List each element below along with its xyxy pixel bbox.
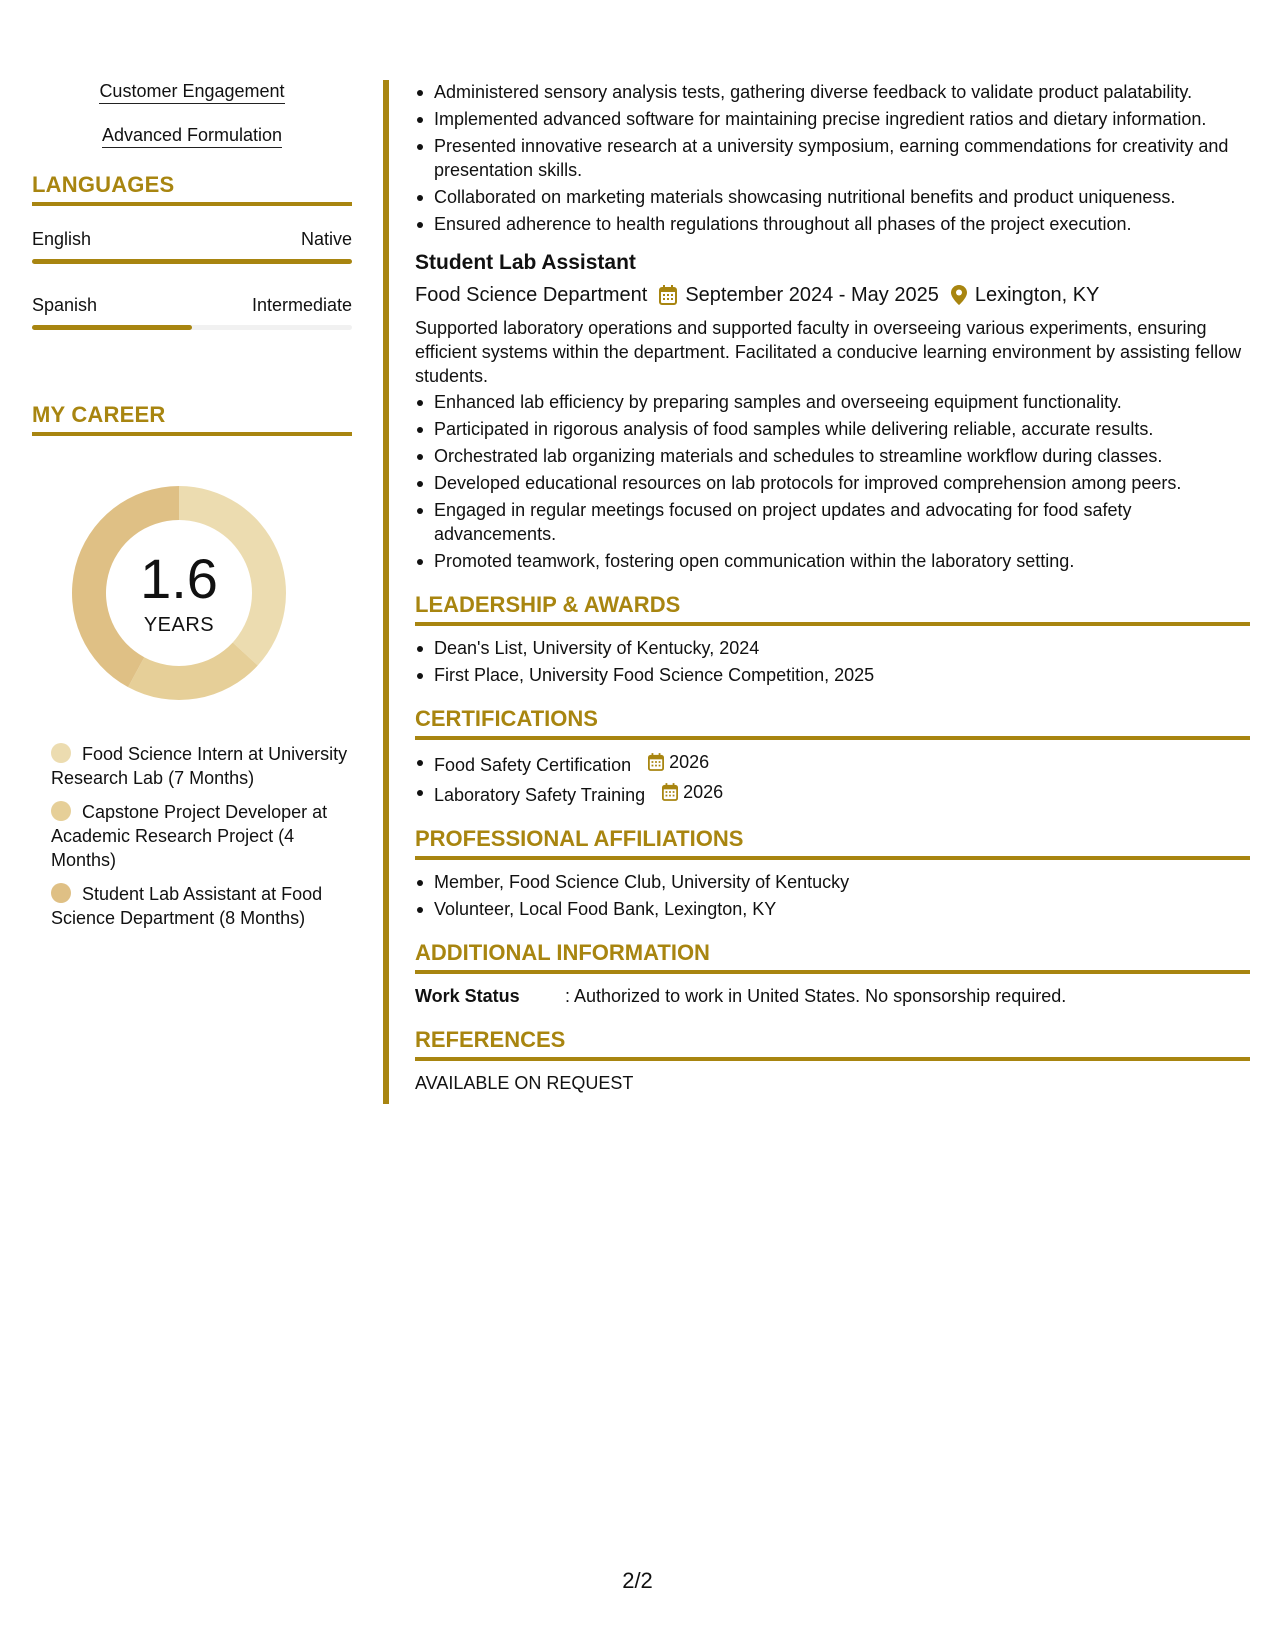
- language-proficiency-bar: [32, 325, 352, 330]
- legend-dot: [51, 743, 71, 763]
- affiliation-item: Member, Food Science Club, University of Kentucky: [415, 870, 1250, 894]
- career-legend-item: Food Science Intern at University Research Lab (7 Months): [51, 744, 348, 788]
- info-row: [415, 984, 1250, 1008]
- career-legend-item: Student Lab Assistant at Food Science Department (8 Months): [51, 884, 323, 928]
- location-pin-icon: [951, 285, 967, 305]
- right-column: [415, 80, 1250, 1095]
- certification-item: Laboratory Safety Training 2026: [415, 780, 1250, 807]
- career-unit: YEARS: [143, 614, 215, 636]
- bullet-item: Collaborated on marketing materials showcasing nutritional benefits and product uniqueness.: [415, 185, 1250, 209]
- award-item: First Place, University Food Science Competition, 2025: [415, 663, 1250, 687]
- career-section: [32, 402, 352, 930]
- affiliations-section: [415, 825, 1250, 921]
- job-entry: [415, 250, 1250, 573]
- calendar-icon: [659, 285, 677, 305]
- language-level: Native: [300, 229, 352, 249]
- references-text: AVAILABLE ON REQUEST: [415, 1073, 634, 1093]
- previous-job-bullets: [415, 80, 1250, 236]
- left-column: [32, 80, 352, 940]
- job-bullets: [415, 390, 1250, 573]
- info-key: Work Status: [415, 986, 520, 1006]
- page-number: 2/2: [622, 1568, 653, 1593]
- career-legend: [32, 742, 352, 930]
- certification-year: 2026: [683, 782, 724, 802]
- bullet-item: Administered sensory analysis tests, gathering diverse feedback to validate product palatability.: [415, 80, 1250, 104]
- references-heading: REFERENCES: [415, 1026, 1250, 1061]
- career-legend-item: Capstone Project Developer at Academic Research Project (4 Months): [51, 802, 328, 870]
- bullet-item: Ensured adherence to health regulations throughout all phases of the project execution.: [415, 212, 1250, 236]
- certification-year: 2026: [669, 752, 710, 772]
- references-section: [415, 1026, 1250, 1095]
- certifications-heading: CERTIFICATIONS: [415, 705, 1250, 740]
- additional-info-heading: ADDITIONAL INFORMATION: [415, 939, 1250, 974]
- language-name: Spanish: [32, 295, 98, 315]
- leadership-section: [415, 591, 1250, 687]
- certifications-section: [415, 705, 1250, 807]
- job-description: Supported laboratory operations and supported faculty in overseeing various experiments, ensuring efficient systems within the department. Facilitated a conducive learning environment by assisting fellow students.: [415, 318, 1242, 386]
- legend-dot: [51, 801, 71, 821]
- certification-item: Food Safety Certification 2026: [415, 750, 1250, 777]
- job-meta: [415, 282, 1250, 308]
- skill-item: Advanced Formulation: [32, 124, 352, 148]
- language-item: [32, 294, 352, 330]
- career-heading: MY CAREER: [32, 402, 352, 436]
- donut-segment: [128, 642, 258, 700]
- bullet-item: Promoted teamwork, fostering open communication within the laboratory setting.: [415, 549, 1250, 573]
- skill-item: Customer Engagement: [32, 80, 352, 104]
- legend-dot: [51, 883, 71, 903]
- bullet-item: Engaged in regular meetings focused on project updates and advocating for food safety advancements.: [415, 498, 1250, 546]
- career-total: 1.6: [140, 547, 218, 610]
- calendar-icon: [662, 783, 678, 801]
- info-value: : Authorized to work in United States. No sponsorship required.: [565, 986, 1067, 1006]
- job-location: Lexington, KY: [974, 284, 1100, 306]
- award-item: Dean's List, University of Kentucky, 2024: [415, 636, 1250, 660]
- bullet-item: Implemented advanced software for maintaining precise ingredient ratios and dietary information.: [415, 107, 1250, 131]
- affiliations-heading: PROFESSIONAL AFFILIATIONS: [415, 825, 1250, 860]
- bullet-item: Orchestrated lab organizing materials and schedules to streamline workflow during classes.: [415, 444, 1250, 468]
- job-company: Food Science Department: [415, 284, 648, 306]
- column-divider: [383, 80, 389, 1104]
- bullet-item: Enhanced lab efficiency by preparing samples and overseeing equipment functionality.: [415, 390, 1250, 414]
- bullet-item: Participated in rigorous analysis of food samples while delivering reliable, accurate results.: [415, 417, 1250, 441]
- calendar-icon: [648, 753, 664, 771]
- additional-info-section: [415, 939, 1250, 1008]
- job-dates: September 2024 - May 2025: [685, 284, 939, 306]
- languages-section: [32, 172, 352, 330]
- bullet-item: Presented innovative research at a university symposium, earning commendations for creativity and presentation skills.: [415, 134, 1250, 182]
- language-proficiency-bar: [32, 259, 352, 264]
- leadership-heading: LEADERSHIP & AWARDS: [415, 591, 1250, 626]
- language-name: English: [32, 229, 92, 249]
- career-donut-chart: [64, 478, 294, 708]
- language-item: [32, 228, 352, 264]
- bullet-item: Developed educational resources on lab protocols for improved comprehension among peers.: [415, 471, 1250, 495]
- language-level: Intermediate: [251, 295, 352, 315]
- languages-heading: LANGUAGES: [32, 172, 352, 206]
- affiliation-item: Volunteer, Local Food Bank, Lexington, KY: [415, 897, 1250, 921]
- job-title: Student Lab Assistant: [415, 251, 636, 274]
